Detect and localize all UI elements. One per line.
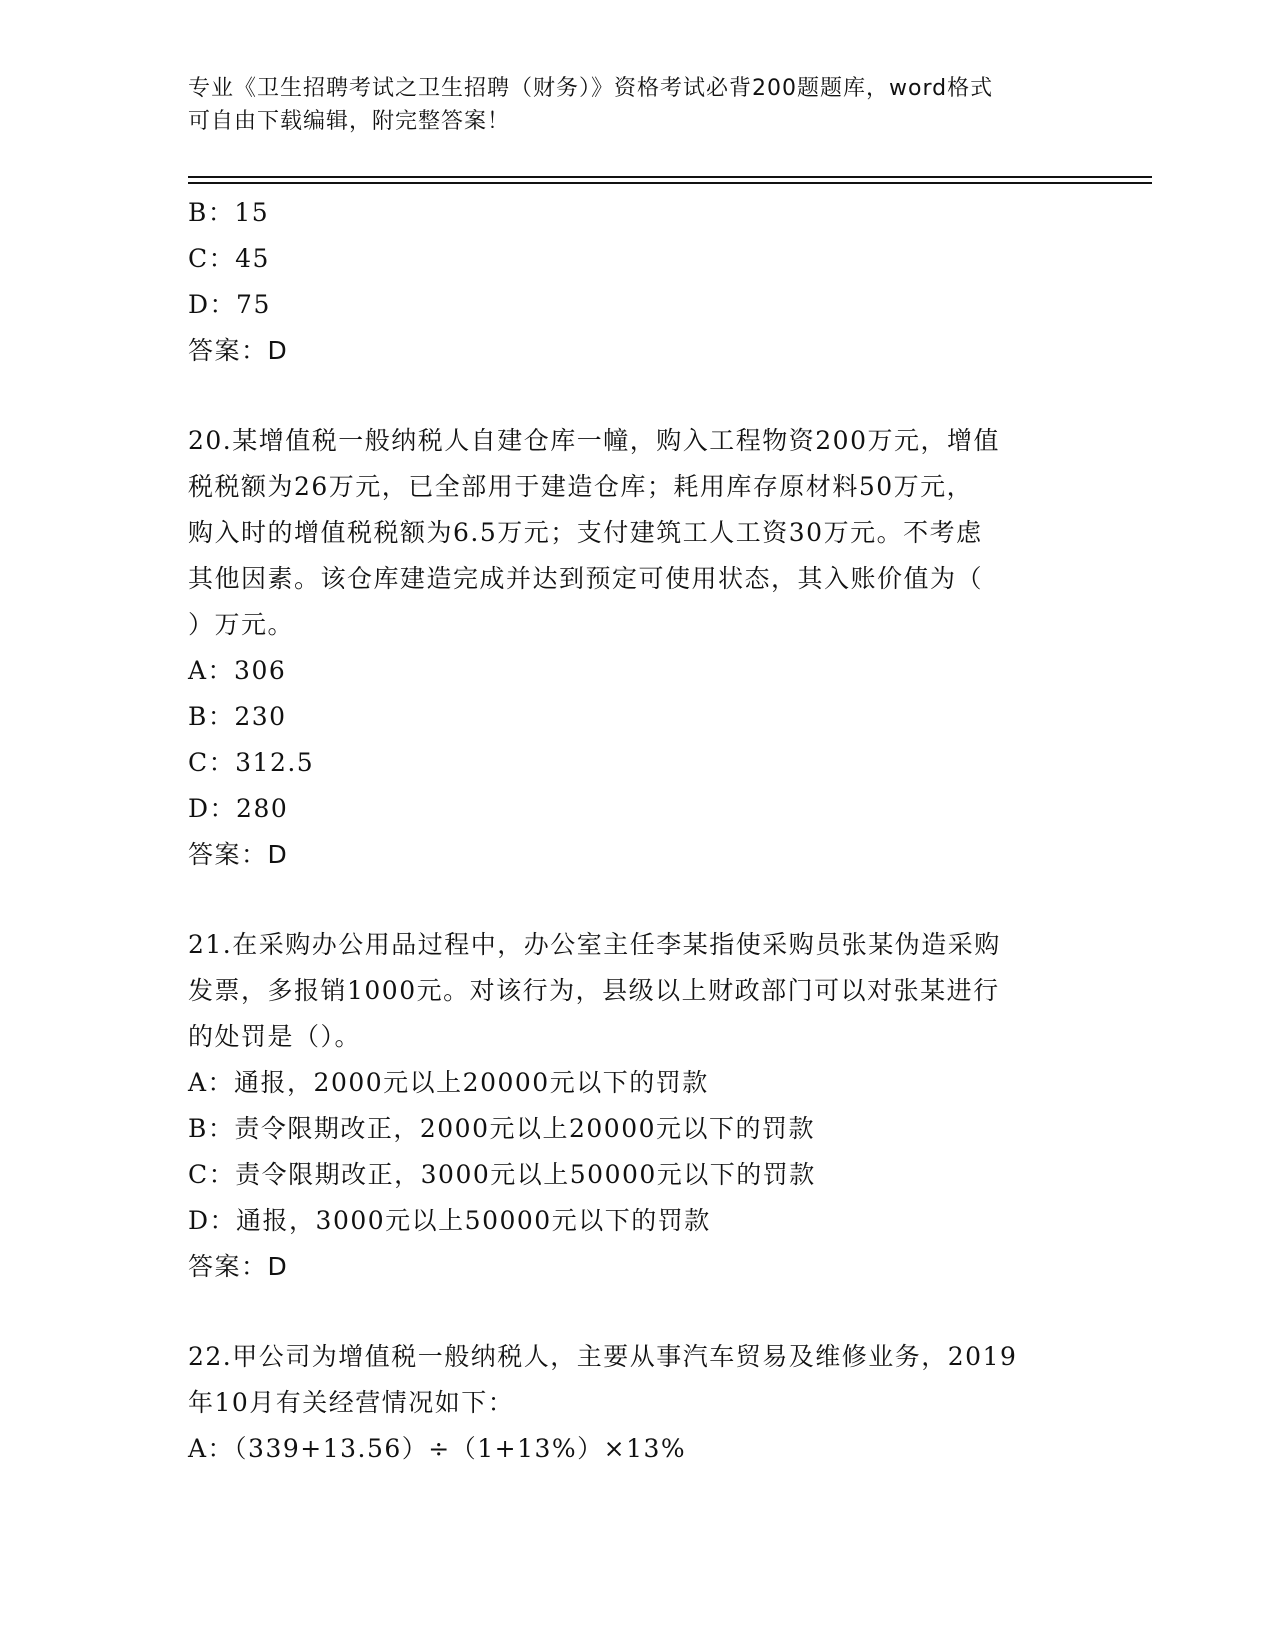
option-b: B：15 <box>188 198 270 227</box>
answer-line: 答案：D <box>188 1252 289 1281</box>
answer-line: 答案：D <box>188 840 289 869</box>
option-d: D：75 <box>188 290 271 319</box>
question-text-line: 22.甲公司为增值税一般纳税人，主要从事汽车贸易及维修业务，2019 <box>188 1342 1018 1371</box>
option-c: C：45 <box>188 244 270 273</box>
option-a: A：（339+13.56）÷（1+13%）×13% <box>188 1434 687 1463</box>
question-20 <box>188 418 1078 878</box>
option-a: A：306 <box>188 656 287 685</box>
header-title-line-1: 专业《卫生招聘考试之卫生招聘（财务）》资格考试必背200题题库，word格式 <box>188 76 994 101</box>
header-rule-top <box>188 176 1152 178</box>
header-rule-bottom <box>188 182 1152 184</box>
option-d: D：通报，3000元以上50000元以下的罚款 <box>188 1206 711 1235</box>
prev-question-block <box>188 190 1078 374</box>
question-text-line: 发票，多报销1000元。对该行为，县级以上财政部门可以对张某进行 <box>188 976 1000 1005</box>
option-c: C：责令限期改正，3000元以上50000元以下的罚款 <box>188 1160 816 1189</box>
question-text-line: 21.在采购办公用品过程中，办公室主任李某指使采购员张某伪造采购 <box>188 930 1001 959</box>
question-22 <box>188 1334 1078 1472</box>
question-text-line: ）万元。 <box>188 610 295 639</box>
question-content <box>188 190 1078 1472</box>
answer-line: 答案：D <box>188 336 289 365</box>
question-text-line: 20.某增值税一般纳税人自建仓库一幢，购入工程物资200万元，增值 <box>188 426 1000 455</box>
option-c: C：312.5 <box>188 748 315 777</box>
document-header <box>188 72 1068 138</box>
option-d: D：280 <box>188 794 289 823</box>
option-b: B：责令限期改正，2000元以上20000元以下的罚款 <box>188 1114 816 1143</box>
question-text-line: 的处罚是（）。 <box>188 1022 362 1051</box>
question-21 <box>188 922 1078 1290</box>
option-a: A：通报，2000元以上20000元以下的罚款 <box>188 1068 709 1097</box>
question-text-line: 购入时的增值税税额为6.5万元；支付建筑工人工资30万元。不考虑 <box>188 518 983 547</box>
question-text-line: 年10月有关经营情况如下： <box>188 1388 515 1417</box>
option-b: B：230 <box>188 702 287 731</box>
question-text-line: 其他因素。该仓库建造完成并达到预定可使用状态，其入账价值为（ <box>188 564 984 593</box>
question-text-line: 税税额为26万元，已全部用于建造仓库；耗用库存原材料50万元， <box>188 472 974 501</box>
header-title-line-2: 可自由下载编辑，附完整答案！ <box>188 109 511 134</box>
